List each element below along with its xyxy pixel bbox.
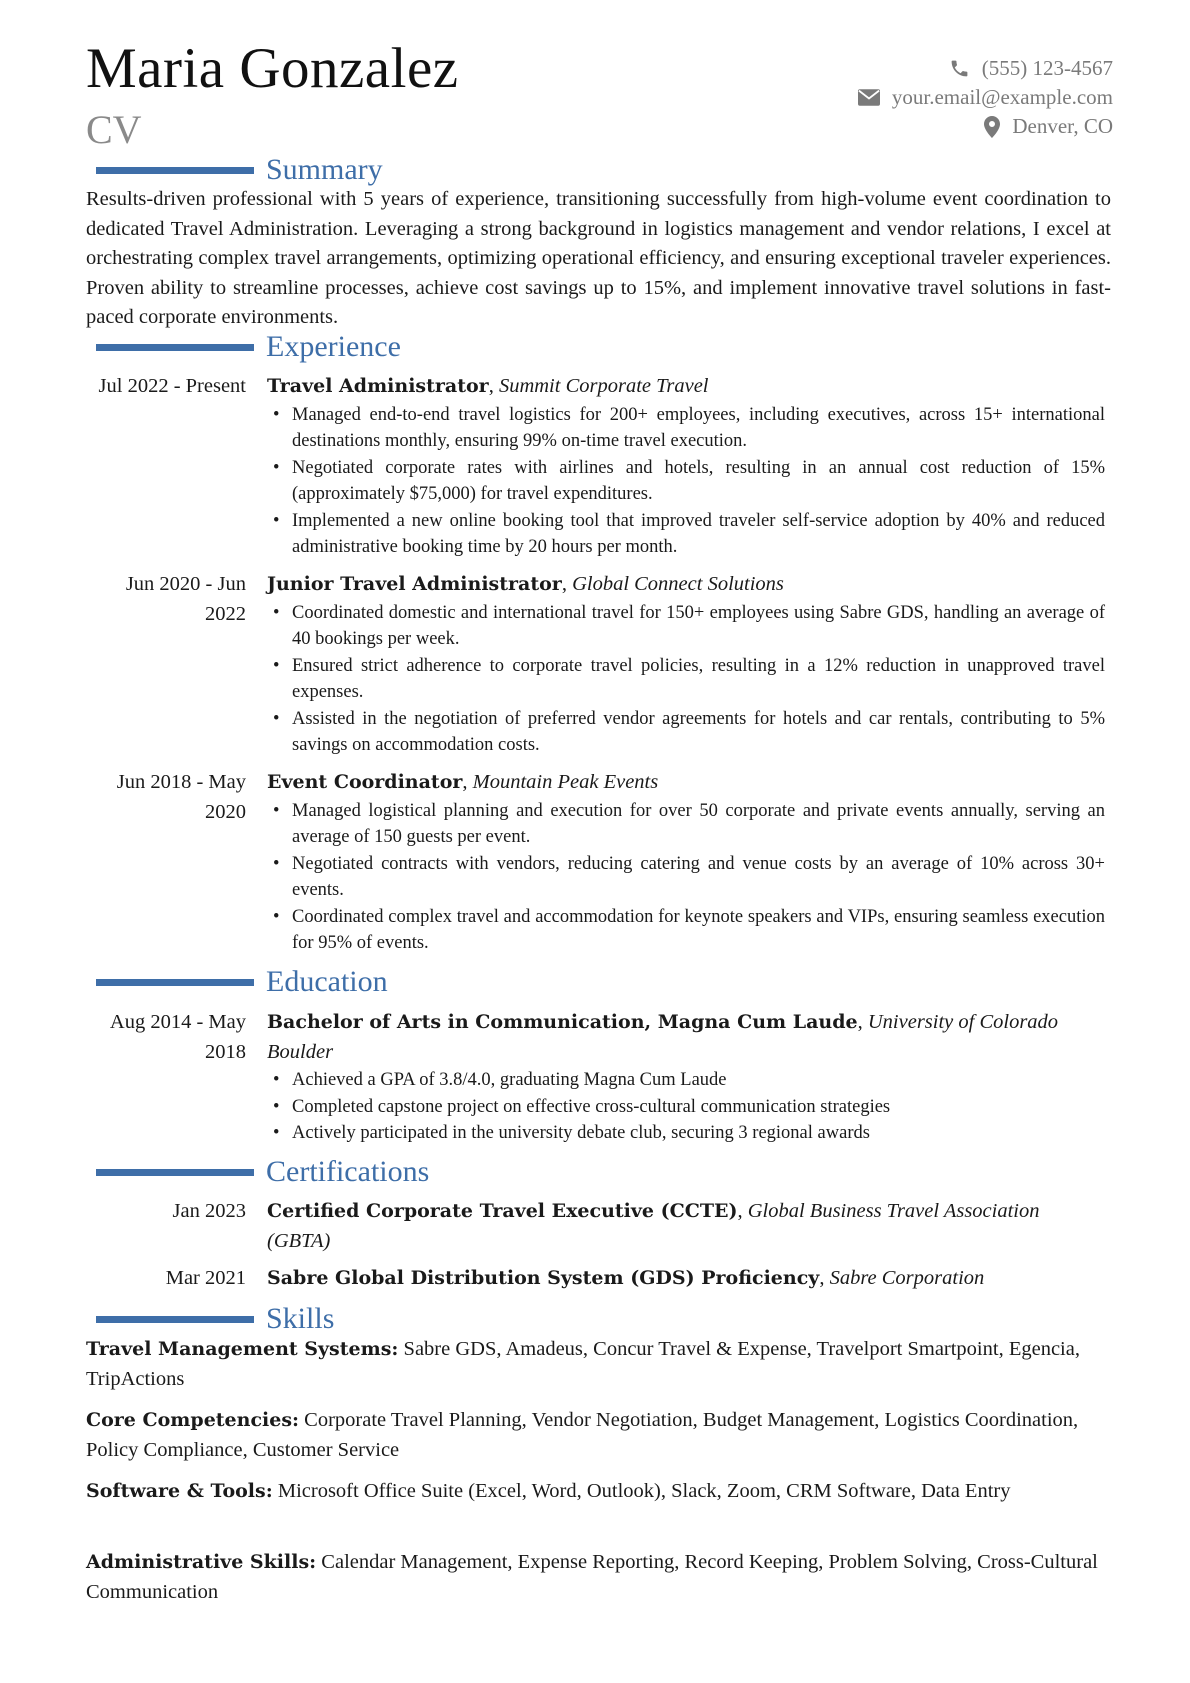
entry-bullets [267, 1067, 1105, 1147]
list-item: • Completed capstone project on effective cross-cultural communication strategies [267, 1094, 1105, 1121]
candidate-name: Maria Gonzalez [86, 37, 459, 100]
list-item: • Managed logistical planning and execution for over 50 corporate and private events annually, serving an average of 150 guests per event. [267, 798, 1105, 851]
section-bar [96, 344, 254, 351]
skill-label: Travel Management Systems: [86, 1338, 399, 1360]
section-bar [96, 1169, 254, 1176]
map-pin-icon [984, 116, 1000, 138]
entry-content: Sabre Global Distribution System (GDS) Proficiency, Sabre Corporation [267, 1267, 985, 1289]
list-item: • Coordinated domestic and international travel for 150+ employees using Sabre GDS, handling an average of 40 bookings per week. [267, 600, 1105, 653]
document-subtitle: CV [86, 107, 142, 152]
email-text[interactable]: your.email@example.com [891, 85, 1113, 109]
summary-text: Results-driven professional with 5 years of experience, transitioning successfully from high-volume event coordination to dedicated Travel Administration. Leveraging a strong background in logistics management and vendor relations, I excel at orchestrating complex travel arrangements, optimizing operational efficiency, and ensuring exceptional traveler experiences. Proven ability to streamline processes, achieve cost savings up to 15%, and implement innovative travel solutions in fast-paced corporate environments. [86, 188, 1111, 328]
list-item: • Coordinated complex travel and accommodation for keynote speakers and VIPs, ensuring seamless execution for 95% of events. [267, 904, 1105, 957]
entry-bullets [267, 798, 1105, 957]
section-title-certifications: Certifications [266, 1155, 430, 1188]
section-header-education [96, 965, 388, 999]
location-text: Denver, CO [1012, 114, 1113, 138]
section-title-summary: Summary [266, 153, 383, 186]
skill-value: Calendar Management, Expense Reporting, Record Keeping, Problem Solving, Cross-Cultural Communication [86, 1551, 1098, 1603]
skill-label: Software & Tools: [86, 1480, 273, 1502]
section-header-summary [96, 153, 383, 187]
phone-text[interactable]: (555) 123-4567 [981, 56, 1113, 80]
skill-group [86, 1548, 1116, 1607]
list-item: • Managed end-to-end travel logistics for 200+ employees, including executives, across 15+ international destinations monthly, ensuring 99% on-time travel execution. [267, 402, 1105, 455]
entry-date: Jun 2018 - May 2020 [116, 771, 246, 823]
contact-phone [858, 54, 1113, 83]
entry-content: Junior Travel Administrator, Global Connect Solutions • Coordinated domestic and international travel for 150+ employees using Sabre GDS, handling an average of 40 bookings per week. • Ensured strict adherence to corporate travel policies, resulting in a 12% reduction in unapproved travel expenses. • Assisted in the negotiation of preferred vendor agreements for hotels and car rentals, contributing to 5% savings on accommodation costs. [267, 570, 1105, 759]
phone-icon [949, 58, 970, 79]
list-item: • Negotiated contracts with vendors, reducing catering and venue costs by an average of 10% across 30+ events. [267, 851, 1105, 904]
entry-date: Aug 2014 - May 2018 [109, 1011, 246, 1063]
skill-value: Corporate Travel Planning, Vendor Negotiation, Budget Management, Logistics Coordination, Policy Compliance, Customer Service [86, 1409, 1079, 1461]
skill-label: Core Competencies: [86, 1409, 300, 1431]
entry-title: Certified Corporate Travel Executive (CCTE) [267, 1200, 738, 1222]
entry-date: Jun 2020 - Jun 2022 [125, 573, 246, 625]
section-bar [96, 1316, 254, 1323]
entry-title: Sabre Global Distribution System (GDS) Proficiency [267, 1267, 820, 1289]
section-header-certifications [96, 1155, 429, 1189]
section-title-experience: Experience [266, 330, 401, 363]
entry-title: Junior Travel Administrator [267, 573, 562, 595]
skill-group [86, 1335, 1116, 1394]
entry-content: Event Coordinator, Mountain Peak Events • Managed logistical planning and execution for over 50 corporate and private events annually, serving an average of 150 guests per event. • Negotiated contracts with vendors, reducing catering and venue costs by an average of 10% across 30+ events. • Coordinated complex travel and accommodation for keynote speakers and VIPs, ensuring seamless execution for 95% of events. [267, 768, 1105, 957]
section-header-skills [96, 1302, 334, 1336]
list-item: • Achieved a GPA of 3.8/4.0, graduating Magna Cum Laude [267, 1067, 1105, 1094]
entry-date: Jul 2022 - Present [98, 375, 246, 397]
list-item: • Implemented a new online booking tool that improved traveler self-service adoption by 40% and reduced administrative booking time by 20 hours per month. [267, 508, 1105, 561]
list-item: • Actively participated in the university debate club, securing 3 regional awards [267, 1120, 1105, 1147]
entry-content: Certified Corporate Travel Executive (CCTE), Global Business Travel Association (GBTA) [267, 1200, 1040, 1252]
entry-org: Summit Corporate Travel [498, 375, 709, 397]
entry-bullets [267, 600, 1105, 759]
entry-bullets [267, 402, 1105, 561]
entry-title: Event Coordinator [267, 771, 463, 793]
skill-label: Administrative Skills: [86, 1551, 317, 1573]
contact-email [858, 83, 1113, 112]
list-item: • Ensured strict adherence to corporate travel policies, resulting in a 12% reduction in unapproved travel expenses. [267, 653, 1105, 706]
skill-value: Microsoft Office Suite (Excel, Word, Outlook), Slack, Zoom, CRM Software, Data Entry [277, 1480, 1011, 1502]
list-item: • Assisted in the negotiation of preferred vendor agreements for hotels and car rentals, contributing to 5% savings on accommodation costs. [267, 706, 1105, 759]
entry-org: Global Connect Solutions [572, 573, 784, 595]
section-bar [96, 167, 254, 174]
contact-block [858, 54, 1113, 141]
skill-group [86, 1406, 1116, 1465]
entry-date: Mar 2021 [165, 1267, 246, 1289]
section-title-skills: Skills [266, 1302, 335, 1335]
envelope-icon [858, 89, 880, 106]
entry-org: Sabre Corporation [829, 1267, 985, 1289]
entry-date: Jan 2023 [172, 1200, 246, 1222]
list-item: • Negotiated corporate rates with airlines and hotels, resulting in an annual cost reduction of 15% (approximately $75,000) for travel expenditures. [267, 455, 1105, 508]
contact-location [858, 112, 1113, 141]
entry-org: Mountain Peak Events [472, 771, 659, 793]
entry-org: Global Business Travel Association (GBTA) [267, 1200, 1040, 1252]
skill-group [86, 1477, 1116, 1507]
entry-content: Travel Administrator, Summit Corporate Travel • Managed end-to-end travel logistics for 200+ employees, including executives, across 15+ international destinations monthly, ensuring 99% on-time travel execution. • Negotiated corporate rates with airlines and hotels, resulting in an annual cost reduction of 15% (approximately $75,000) for travel expenditures. • Implemented a new online booking tool that improved traveler self-service adoption by 40% and reduced administrative booking time by 20 hours per month. [267, 372, 1105, 561]
entry-org: University of Colorado Boulder [267, 1011, 1059, 1063]
section-bar [96, 979, 254, 986]
entry-title: Travel Administrator [267, 375, 489, 397]
entry-content: Bachelor of Arts in Communication, Magna Cum Laude, University of Colorado Boulder • Achieved a GPA of 3.8/4.0, graduating Magna Cum Laude • Completed capstone project on effective cross-cultural communication strategies • Actively participated in the university debate club, securing 3 regional awards [267, 1008, 1105, 1147]
skill-value: Sabre GDS, Amadeus, Concur Travel & Expense, Travelport Smartpoint, Egencia, TripActions [86, 1338, 1080, 1390]
section-title-education: Education [266, 965, 388, 998]
section-header-experience [96, 330, 401, 364]
entry-title: Bachelor of Arts in Communication, Magna Cum Laude [267, 1011, 858, 1033]
